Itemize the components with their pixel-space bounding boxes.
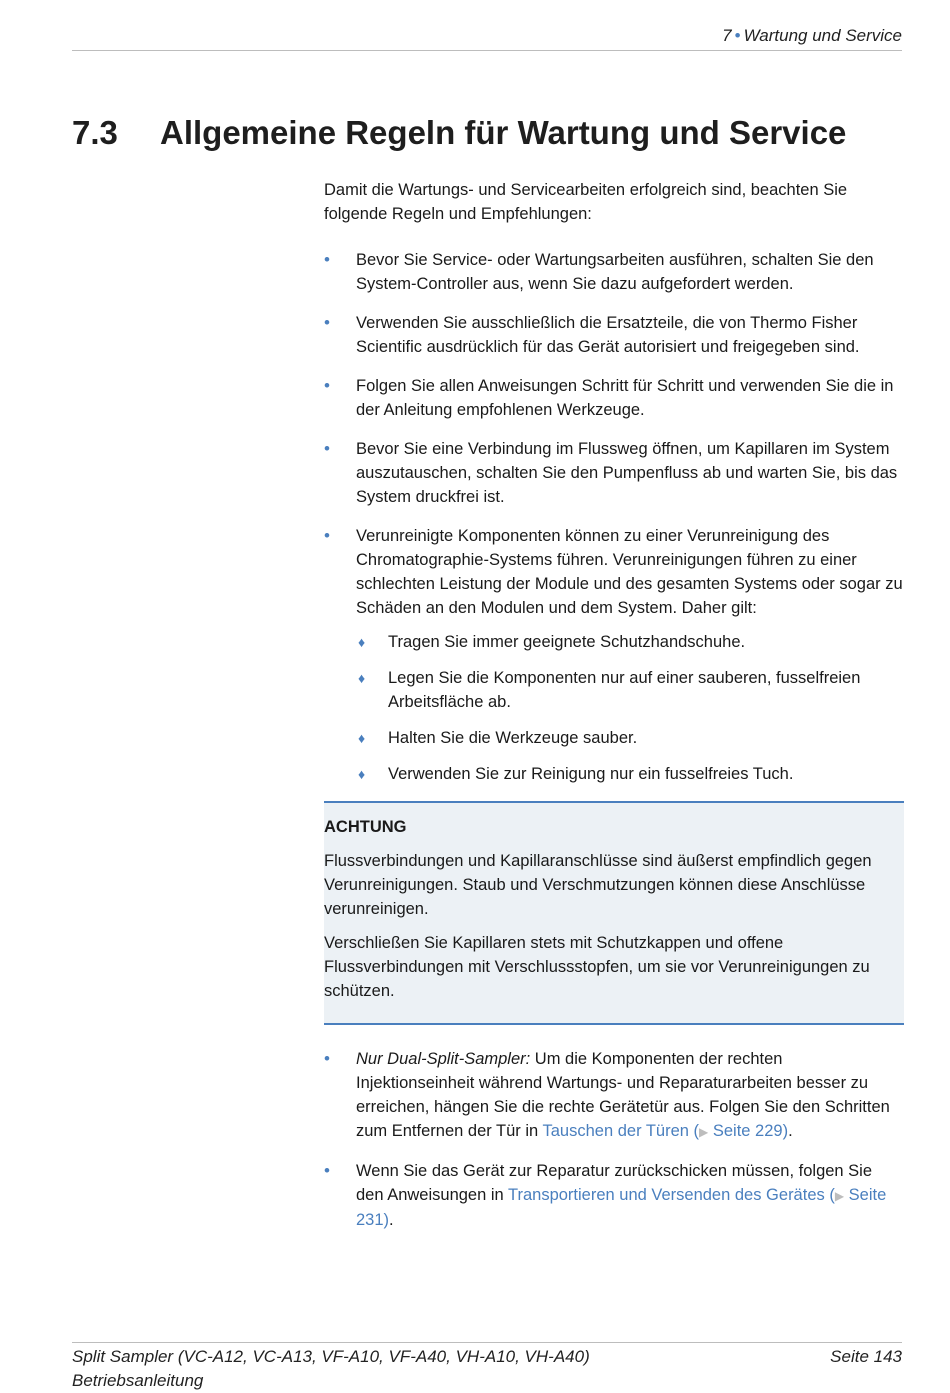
notice-paragraph: Flussverbindungen und Kapillaranschlüsse sind äußerst empfindlich gegen Verunreinigungen. Staub und Verschmutzungen können diese Anschlüsse verunreinigen. — [324, 852, 872, 918]
diamond-bullet-icon: ♦ — [358, 670, 366, 686]
list-item-text: Um die Komponenten der rechten Injektionseinheit während Wartungs- und Reparaturarbeiten besser zu erreichen, hängen Sie die rechte Gerätetür aus. Folgen Sie den Schritten zum Entfernen der Tür in — [356, 1050, 890, 1140]
list-item — [324, 1047, 904, 1144]
section-title — [72, 114, 902, 152]
footer-doc-type: Betriebsanleitung — [72, 1371, 204, 1390]
footer-product: Split Sampler (VC-A12, VC-A13, VF-A10, VF-A40, VH-A10, VH-A40) — [72, 1347, 590, 1366]
bullet-dot-icon: • — [324, 250, 330, 269]
list-item — [324, 437, 904, 509]
cross-reference-link[interactable] — [543, 1122, 789, 1140]
list-item — [324, 374, 904, 422]
diamond-bullet-icon: ♦ — [358, 730, 366, 746]
rules-list — [324, 248, 904, 786]
diamond-bullet-icon: ♦ — [358, 634, 366, 650]
sub-list-item-text: Legen Sie die Komponenten nur auf einer sauberen, fusselfreien Arbeitsfläche ab. — [388, 669, 861, 711]
sub-list-item — [356, 630, 904, 654]
sub-list-item — [356, 666, 904, 714]
sub-list-item-text: Halten Sie die Werkzeuge sauber. — [388, 729, 638, 747]
list-item — [324, 524, 904, 786]
list-item-text: Bevor Sie Service- oder Wartungsarbeiten ausführen, schalten Sie den System-Controller aus, wenn Sie dazu aufgefordert werden. — [356, 251, 874, 293]
notice-title: ACHTUNG — [324, 818, 407, 836]
triangle-right-icon: ▶ — [699, 1125, 709, 1139]
page-header — [72, 26, 902, 51]
section-heading: Allgemeine Regeln für Wartung und Service — [160, 114, 847, 151]
sub-list — [356, 630, 904, 786]
footer-page-number: Seite 143 — [830, 1347, 902, 1366]
list-item-end: . — [788, 1122, 793, 1140]
header-chapter-number: 7 — [722, 26, 732, 45]
bullet-dot-icon: • — [324, 1161, 330, 1180]
list-item-text: Folgen Sie allen Anweisungen Schritt für Schritt und verwenden Sie die in der Anleitung empfohlenen Werkzeuge. — [356, 377, 894, 419]
list-item-text: Bevor Sie eine Verbindung im Flussweg öffnen, um Kapillaren im System auszutauschen, schalten Sie den Pumpenfluss ab und warten Sie, bis das System druckfrei ist. — [356, 440, 898, 506]
intro-paragraph: Damit die Wartungs- und Servicearbeiten erfolgreich sind, beachten Sie folgende Regeln und Empfehlungen: — [324, 181, 848, 223]
page-footer — [72, 1342, 902, 1393]
list-item — [324, 248, 904, 296]
list-item-text: Verwenden Sie ausschließlich die Ersatzteile, die von Thermo Fisher Scientific ausdrücklich für das Gerät autorisiert und freigegeben sind. — [356, 314, 860, 356]
sub-list-item-text: Verwenden Sie zur Reinigung nur ein fusselfreies Tuch. — [388, 765, 794, 783]
section-number: 7.3 — [72, 114, 118, 151]
list-item-text: Verunreinigte Komponenten können zu einer Verunreinigung des Chromatographie-Systems führen. Verunreinigungen führen zu einer schlechten Leistung der Module und des gesamten Systems oder sogar zu Schäden an den Modulen und dem System. Daher gilt: — [356, 527, 903, 617]
rules-list-continued — [324, 1047, 904, 1232]
link-text: Transportieren und Versenden des Gerätes ( — [508, 1186, 835, 1204]
notice-box — [324, 801, 904, 1025]
sub-list-item — [356, 726, 904, 750]
header-dot-icon: • — [734, 26, 741, 45]
notice-paragraph: Verschließen Sie Kapillaren stets mit Schutzkappen und offene Flussverbindungen mit Verschlussstopfen, um sie vor Verunreinigungen zu schützen. — [324, 934, 870, 1000]
link-page: Seite 231) — [356, 1186, 887, 1229]
header-chapter-title: Wartung und Service — [743, 26, 902, 45]
list-item — [324, 1159, 904, 1232]
bullet-dot-icon: • — [324, 313, 330, 332]
bullet-dot-icon: • — [324, 1049, 330, 1068]
list-item-italic-lead: Nur Dual-Split-Sampler: — [356, 1050, 531, 1068]
list-item-end: . — [389, 1211, 394, 1229]
list-item-text: Wenn Sie das Gerät zur Reparatur zurückschicken müssen, folgen Sie den Anweisungen in — [356, 1162, 873, 1204]
link-text: Tauschen der Türen ( — [542, 1122, 700, 1140]
sub-list-item — [356, 762, 904, 786]
link-page: Seite 229) — [708, 1122, 789, 1140]
section-body — [324, 178, 904, 1247]
bullet-dot-icon: • — [324, 376, 330, 395]
bullet-dot-icon: • — [324, 439, 330, 458]
list-item — [324, 311, 904, 359]
triangle-right-icon: ▶ — [834, 1189, 845, 1203]
sub-list-item-text: Tragen Sie immer geeignete Schutzhandschuhe. — [388, 633, 746, 651]
bullet-dot-icon: • — [324, 526, 330, 545]
diamond-bullet-icon: ♦ — [358, 766, 366, 782]
